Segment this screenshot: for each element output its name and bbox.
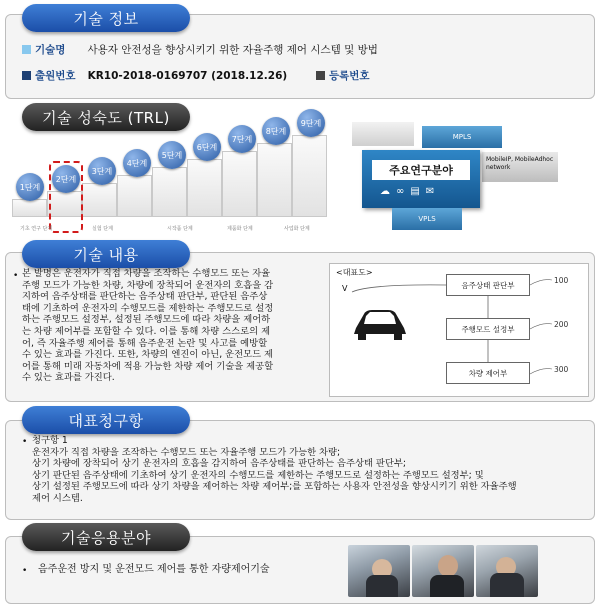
person-silhouette [366,575,398,597]
content-line: 수 있는 효과를 가진다. [22,372,115,384]
trl-axis-label: 기초 연구 단계 [20,226,53,232]
trl-step-bar [222,151,257,217]
application-number-row [22,68,287,83]
trl-current-level-highlight [49,161,83,233]
content-line: 본 발명은 운전자가 직접 차량을 조작하는 수행모드 또는 자율 [22,268,271,279]
content-line: 태에 기초하여 운전자의 수행모드를 제한하는 주행모드로 설정 [22,302,274,314]
registration-number-row [316,68,392,83]
link-icon: ∞ [396,186,411,197]
claim-heading: 청구항 1 [32,435,68,446]
square-bullet-icon [22,71,31,80]
application-bullet-icon: • [22,566,28,576]
trl-step-bar [82,183,117,217]
application-text: 음주운전 방지 및 운전모드 제어를 통한 자량제어기술 [38,564,270,575]
claim-line: 제어 시스템. [32,492,83,504]
person-silhouette [490,573,524,597]
application-number-label: 출원번호 [35,70,76,82]
trl-step-bar [117,175,152,217]
section-title-tech-info: 기술 정보 [22,4,190,32]
research-tag-mpls: MPLS [422,126,502,148]
trl-axis-label: 실험 단계 [92,226,113,232]
research-center-box [362,150,480,208]
content-paragraph [22,268,322,384]
trl-step-bar [12,199,47,217]
content-line: 지하여 음주상태를 판단하는 음주상태 판단부, 판단된 음주상 [22,291,268,303]
trl-axis [12,225,332,235]
content-line: 어를 통해 미래 자동차에 적용 가능한 차량 제어 기술을 제공할 [22,360,274,372]
claim-bullet-icon: • [22,437,28,447]
trl-step-bar [187,159,222,217]
diagram-input-label: V [342,284,348,293]
trl-axis-label: 시작품 단계 [167,226,193,232]
trl-staircase [12,118,332,233]
tech-name-row [22,42,378,57]
representative-diagram [329,263,589,397]
content-bullet-icon: • [13,271,19,281]
application-photo-driver-3 [476,545,538,597]
claim-line: 상기 판단된 음주상태에 기초하여 상기 운전자의 수행모드를 제한하는 주행모드로 설정하는 주행모드 설정부; 및 [32,469,484,481]
trl-step-7: 7단계 [228,125,256,153]
research-tag-mobileip: MobileIP, MobileAdhoc network [482,152,558,182]
trl-step-5: 5단계 [158,141,186,169]
square-bullet-icon [316,71,325,80]
diagram-ref-200: 200 [554,320,569,329]
content-line: 수 있는 효과를 가진다. 또한, 차량의 엔진이 아닌, 운전모드 제 [22,349,274,361]
trl-step-4: 4단계 [123,149,151,177]
section-title-application: 기술응용분야 [22,523,190,551]
trl-step-2: 2단계 [52,165,80,193]
diagram-ref-100: 100 [554,276,569,285]
trl-step-bar [292,135,327,217]
square-bullet-icon [22,45,31,54]
person-silhouette [430,575,464,597]
trl-axis-label: 제품화 단계 [227,226,253,232]
diagram-caption: <대표도> [336,268,373,277]
diagram-box-mode-setter: 주행모드 설정부 [446,318,530,340]
tech-name-value: 사용자 안전성을 향상시키기 위한 자율주행 제어 시스템 및 방법 [87,44,378,56]
application-photo-driver-1 [348,545,410,597]
claim-text [32,435,592,505]
claim-line: 상기 설정된 주행모드에 따라 상기 차량을 제어하는 차량 제어부;를 포함하는 사용자 안전성을 향상시키기 위한 자율주행 [32,481,517,493]
server-icon: ▤ [410,186,426,197]
research-field-graphic [352,122,562,234]
person-silhouette [438,555,458,577]
application-photo-driver-2 [412,545,474,597]
diagram-box-vehicle-controller: 차량 제어부 [446,362,530,384]
claim-line: 상기 차량에 장착되어 상기 운전자의 호흡을 감지하여 음주상태를 판단하는 음주상태 판단부; [32,458,406,470]
trl-step-bar [257,143,292,217]
trl-step-bar [152,167,187,217]
trl-step-3: 3단계 [88,157,116,185]
cloud-icon: ☁ [380,186,396,197]
claim-line: 운전자가 직접 차량을 조작하는 수행모드 또는 자율주행 모드가 가능한 차량; [32,446,341,458]
mail-icon: ✉ [425,186,441,197]
research-shadow-block [352,122,414,146]
tech-name-label: 기술명 [35,44,66,56]
section-title-claim: 대표청구항 [22,406,190,434]
trl-step-6: 6단계 [193,133,221,161]
diagram-ref-300: 300 [554,365,569,374]
trl-axis-label: 사업화 단계 [284,226,310,232]
registration-number-label: 등록번호 [329,70,370,82]
trl-step-8: 8단계 [262,117,290,145]
section-title-tech-content: 기술 내용 [22,240,190,268]
trl-step-1: 1단계 [16,173,44,201]
research-tag-vpls: VPLS [392,208,462,230]
content-line: 하는 주행모드 설정부, 설정된 주행모드에 따라 차량을 제어하 [22,314,271,326]
research-center-title: 주요연구분야 [372,160,470,180]
section-title-trl: 기술 성숙도 (TRL) [22,103,190,131]
content-line: 는 차량 제어부를 포함할 수 있다. 이를 통해 차량 스스로의 제 [22,325,271,337]
content-line: 어, 즉 자율주행 제어를 통해 음주운전 논란 및 사고를 예방할 [22,337,268,349]
research-icons-row [380,186,440,197]
application-number-value: KR10-2018-0169707 (2018.12.26) [87,70,288,82]
content-line: 주행 모드가 가능한 차량, 차량에 장착되어 운전자의 호흡을 감 [22,279,274,291]
diagram-box-drunk-detector: 음주상태 판단부 [446,274,530,296]
trl-step-9: 9단계 [297,109,325,137]
